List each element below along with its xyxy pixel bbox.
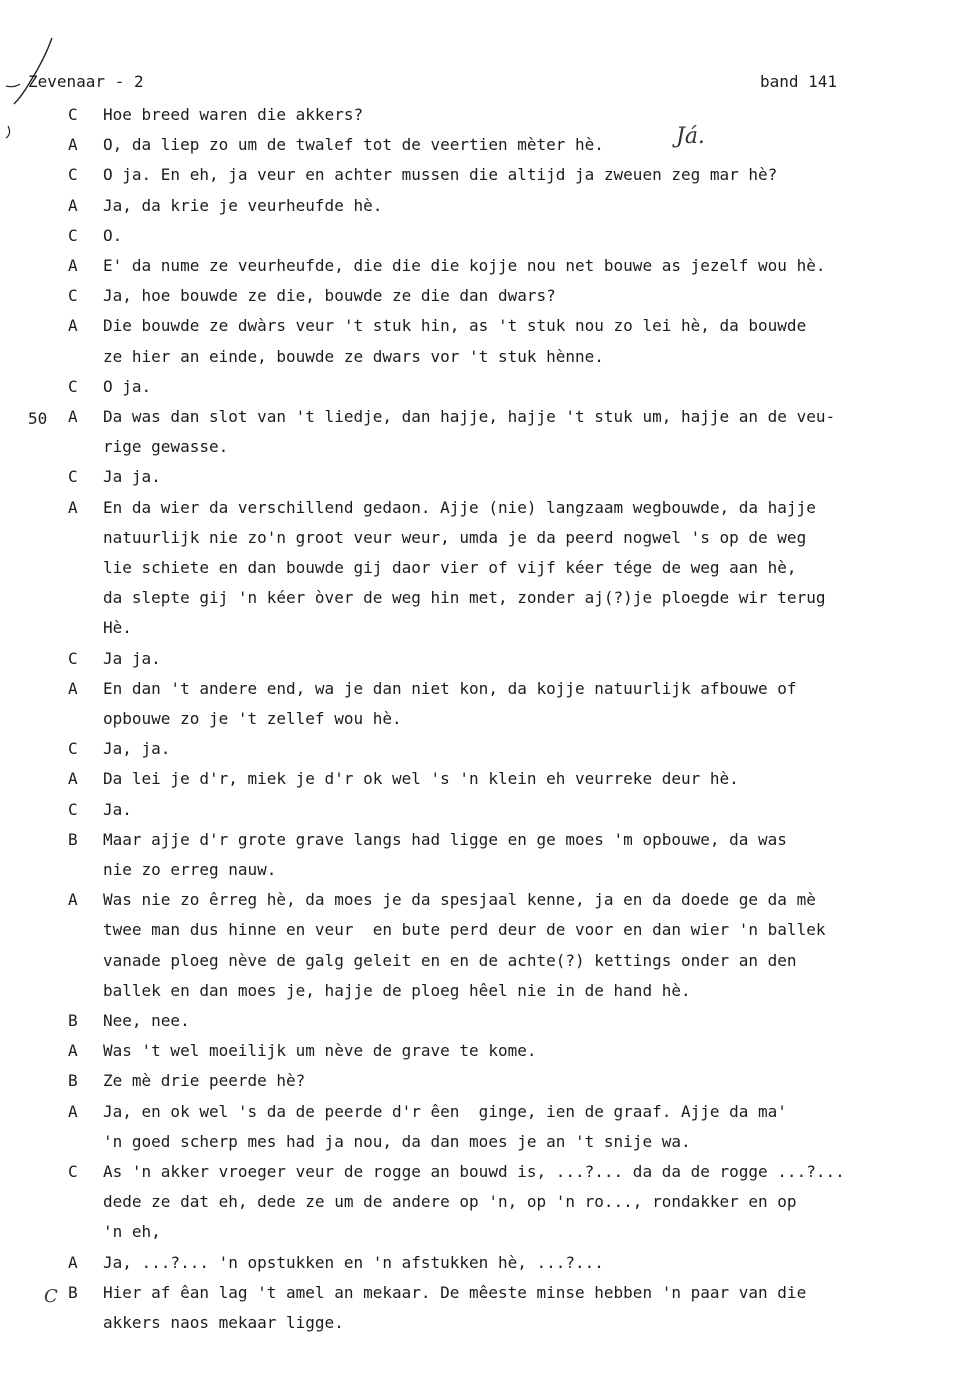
transcript-line xyxy=(0,976,973,1006)
transcript-line xyxy=(0,553,973,583)
utterance-text: ze hier an einde, bouwde ze dwars vor 't stuk hènne. xyxy=(103,346,604,366)
transcript-line xyxy=(0,372,973,402)
utterance-text: 'n goed scherp mes had ja nou, da dan moes je an 't snije wa. xyxy=(103,1131,691,1151)
transcript-line xyxy=(0,855,973,885)
speaker-label: C xyxy=(68,467,78,487)
transcript-line xyxy=(0,523,973,553)
transcript-line xyxy=(0,1127,973,1157)
utterance-text: Ja, ...?... 'n opstukken en 'n afstukken hè, ...?... xyxy=(103,1252,604,1272)
speaker-label: A xyxy=(68,497,78,517)
speaker-label: A xyxy=(68,135,78,155)
utterance-text: da slepte gij 'n kéer òver de weg hin met, zonder aj(?)je ploegde wir terug xyxy=(103,588,826,608)
speaker-label: A xyxy=(68,195,78,215)
utterance-text: Ja, ja. xyxy=(103,739,171,759)
speaker-label: C xyxy=(68,225,78,245)
utterance-text: natuurlijk nie zo'n groot veur weur, umda je da peerd nogwel 's op de weg xyxy=(103,527,807,547)
utterance-text: lie schiete en dan bouwde gij daor vier of vijf kéer tége de weg aan hè, xyxy=(103,558,797,577)
transcript-line xyxy=(0,402,973,432)
speaker-label: C xyxy=(68,165,78,185)
utterance-text: O. xyxy=(103,225,123,245)
speaker-label: A xyxy=(68,407,78,426)
transcript-line xyxy=(0,1006,973,1036)
transcript-line xyxy=(0,281,973,311)
page-header-title: Zevenaar - 2 xyxy=(28,72,144,91)
page-header-tape: band 141 xyxy=(760,72,838,91)
utterance-text: nie zo erreg nauw. xyxy=(103,860,277,879)
utterance-text: rige gewasse. xyxy=(103,437,229,457)
transcript-line xyxy=(0,1097,973,1127)
speaker-label: C xyxy=(68,105,78,124)
handwritten-margin-note: Já. xyxy=(676,124,705,149)
utterance-text: O ja. En eh, ja veur en achter mussen die altijd ja zweuen zeg mar hè? xyxy=(103,165,778,185)
transcript-line xyxy=(0,130,973,160)
transcript-line xyxy=(0,795,973,825)
utterance-text: ballek en dan moes je, hajje de ploeg hêel nie in de hand hè. xyxy=(103,980,691,1000)
utterance-text: twee man dus hinne en veur en bute perd deur de voor en dan wier 'n ballek xyxy=(103,920,826,940)
transcript-line xyxy=(0,1278,973,1308)
speaker-label: C xyxy=(68,1162,78,1181)
transcript-line xyxy=(0,432,973,462)
speaker-label: C xyxy=(68,799,78,819)
transcript-line xyxy=(0,644,973,674)
transcript-line xyxy=(0,342,973,372)
transcript-line xyxy=(0,1308,973,1338)
utterance-text: Ze mè drie peerde hè? xyxy=(103,1071,306,1091)
utterance-text: Nee, nee. xyxy=(103,1011,190,1030)
speaker-label: B xyxy=(68,1071,78,1091)
speaker-label: A xyxy=(68,890,78,910)
transcript-line xyxy=(0,462,973,492)
utterance-text: Was 't wel moeilijk um nève de grave te kome. xyxy=(103,1041,537,1061)
utterance-text: Maar ajje d'r grote grave langs had ligge en ge moes 'm opbouwe, da was xyxy=(103,829,787,849)
utterance-text: Die bouwde ze dwàrs veur 't stuk hin, as 't stuk nou zo lei hè, da bouwde xyxy=(103,316,807,336)
utterance-text: Ja. xyxy=(103,799,132,819)
transcript-line xyxy=(0,493,973,523)
utterance-text: O ja. xyxy=(103,376,152,396)
transcript-line xyxy=(0,1217,973,1247)
speaker-label: A xyxy=(68,1041,78,1061)
utterance-text: akkers naos mekaar ligge. xyxy=(103,1313,344,1332)
transcript-line xyxy=(0,191,973,221)
speaker-label: C xyxy=(68,739,78,759)
utterance-text: vanade ploeg nève de galg geleit en en de achte(?) kettings onder an den xyxy=(103,950,797,970)
transcript-line xyxy=(0,946,973,976)
transcript-line xyxy=(0,825,973,855)
utterance-text: En da wier da verschillend gedaon. Ajje (nie) langzaam wegbouwde, da hajje xyxy=(103,497,816,517)
speaker-label: C xyxy=(68,286,78,306)
utterance-text: Ja ja. xyxy=(103,648,161,668)
transcript-line xyxy=(0,1248,973,1278)
speaker-label: C xyxy=(68,376,78,396)
transcript-line xyxy=(0,734,973,764)
speaker-label: A xyxy=(68,256,78,275)
utterance-text: Hier af êan lag 't amel an mekaar. De mêeste minse hebben 'n paar van die xyxy=(103,1282,807,1302)
utterance-text: Ja ja. xyxy=(103,467,161,487)
transcript-line xyxy=(0,583,973,613)
transcript-line xyxy=(0,251,973,281)
transcript-line xyxy=(0,100,973,130)
transcript-line xyxy=(0,1157,973,1187)
speaker-label: B xyxy=(68,1282,78,1302)
transcript-line xyxy=(0,885,973,915)
handwritten-speaker-correction: C xyxy=(44,1286,58,1307)
utterance-text: Da was dan slot van 't liedje, dan hajje, hajje 't stuk um, hajje an de veu- xyxy=(103,407,836,426)
transcript-line xyxy=(0,613,973,643)
transcript-line xyxy=(0,674,973,704)
transcript-line xyxy=(0,1187,973,1217)
utterance-text: Ja, hoe bouwde ze die, bouwde ze die dan dwars? xyxy=(103,286,556,306)
transcript-line xyxy=(0,704,973,734)
transcript-line xyxy=(0,764,973,794)
utterance-text: As 'n akker vroeger veur de rogge an bouwd is, ...?... da da de rogge ...?... xyxy=(103,1162,845,1181)
speaker-label: A xyxy=(68,769,78,789)
utterance-text: Da lei je d'r, miek je d'r ok wel 's 'n klein eh veurreke deur hè. xyxy=(103,769,739,789)
utterance-text: O, da liep zo um de twalef tot de veertien mèter hè. xyxy=(103,135,604,155)
speaker-label: B xyxy=(68,829,78,849)
utterance-text: opbouwe zo je 't zellef wou hè. xyxy=(103,709,402,728)
transcript-line xyxy=(0,915,973,945)
speaker-label: A xyxy=(68,1101,78,1121)
utterance-text: 'n eh, xyxy=(103,1222,161,1242)
utterance-text: Was nie zo êrreg hè, da moes je da spesjaal kenne, ja en da doede ge da mè xyxy=(103,890,816,910)
utterance-text: Hè. xyxy=(103,618,132,638)
utterance-text: dede ze dat eh, dede ze um de andere op 'n, op 'n ro..., rondakker en op xyxy=(103,1192,797,1212)
transcript-line xyxy=(0,160,973,190)
utterance-text: Ja, en ok wel 's da de peerde d'r êen ginge, ien de graaf. Ajje da ma' xyxy=(103,1101,787,1121)
speaker-label: A xyxy=(68,678,78,698)
speaker-label: C xyxy=(68,648,78,668)
line-number: 50 xyxy=(28,409,48,428)
utterance-text: En dan 't andere end, wa je dan niet kon, da kojje natuurlijk afbouwe of xyxy=(103,678,797,698)
transcript-line xyxy=(0,1066,973,1096)
transcript-line xyxy=(0,1036,973,1066)
transcript-line xyxy=(0,221,973,251)
transcript-line xyxy=(0,311,973,341)
utterance-text: Ja, da krie je veurheufde hè. xyxy=(103,195,383,215)
utterance-text: Hoe breed waren die akkers? xyxy=(103,105,364,124)
speaker-label: A xyxy=(68,316,78,336)
speaker-label: B xyxy=(68,1011,78,1030)
utterance-text: E' da nume ze veurheufde, die die die kojje nou net bouwe as jezelf wou hè. xyxy=(103,256,826,275)
speaker-label: A xyxy=(68,1252,78,1272)
